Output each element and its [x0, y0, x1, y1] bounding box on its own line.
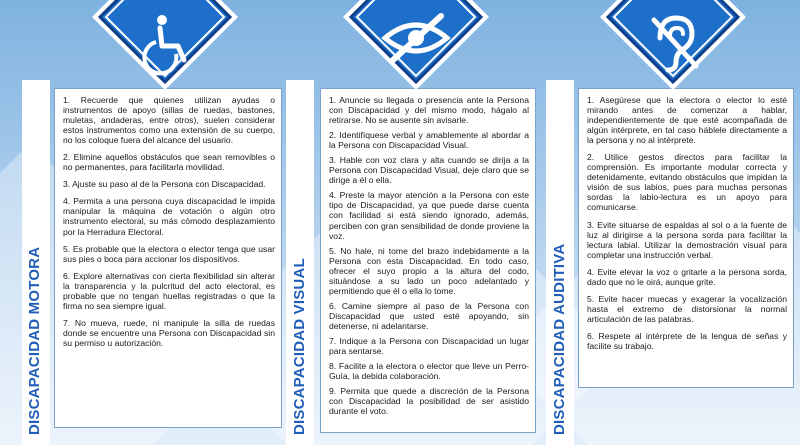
side-band-auditiva: [546, 80, 574, 445]
wheelchair-icon: [90, 0, 240, 92]
text-card-motora: [54, 88, 282, 428]
eye-crossed-icon: [341, 0, 491, 92]
list-item: 3. Hable con voz clara y alta cuando se dirija a la Persona con Discapacidad Visual, deje claro que se dirige a él o ella.: [329, 155, 529, 186]
list-item: 3. Ajuste su paso al de la Persona con Discapacidad.: [63, 179, 266, 190]
text-card-visual: [320, 88, 536, 433]
list-item: 2. Identifíquese verbal y amablemente al abordar a la Persona con Discapacidad Visual.: [329, 130, 529, 151]
list-item: 8. Facilite a la electora o elector que lleve un Perro-Guía, la debida colaboración.: [329, 361, 529, 382]
panel-discapacidad-auditiva: [546, 0, 798, 445]
list-item: 2. Utilice gestos directos para facilitar la comprensión. Es importante modular correcta y detenidamente, evitando obstáculos que impidan la visión de sus labios, pues para muchas personas sordas la labio-lectura es un apoyo para comunicarse.: [587, 152, 787, 213]
side-band-motora: [22, 80, 50, 445]
list-item: 6. Camine siempre al paso de la Persona con Discapacidad que usted esté apoyando, sin detenerse, ni adelantarse.: [329, 300, 529, 331]
list-item: 4. Permita a una persona cuya discapacidad le impida manipular la máquina de votación o algún otro instrumento electoral, su más cómodo desplazamiento por la Herradura Electoral.: [63, 196, 275, 237]
panel-title-auditiva: DISCAPACIDAD AUDITIVA: [551, 243, 568, 435]
list-item: 5. Es probable que la electora o elector tenga que usar sus pies o boca para accionar los dispositivos.: [63, 243, 275, 264]
list-item: 1. Anuncie su llegada o presencia ante la Persona con Discapacidad y del mismo modo, hágalo al retirarse. No se ausente sin avisarle.: [329, 95, 529, 126]
list-item: 4. Evite elevar la voz o gritarle a la persona sorda, dado que no le oirá, aunque grite.: [587, 266, 787, 287]
list-item: 4. Preste la mayor atención a la Persona con este tipo de Discapacidad, ya que puede darse cuenta con facilidad si está siendo ignorado, además, perciben con gran sensibilidad de donde proviene la voz.: [329, 190, 529, 241]
ear-crossed-icon: [598, 0, 748, 92]
list-item: 1. Recuerde que quienes utilizan ayudas o instrumentos de apoyo (sillas de ruedas, bastones, muletas, andaderas, entre otros), suelen considerar estos instrumentos como una extensión de su cuerpo, no los coloque fuera del alcance del usuario.: [63, 95, 275, 146]
list-item: 7. Indique a la Persona con Discapacidad un lugar para sentarse.: [329, 335, 529, 357]
list-item: 5. No hale, ni tome del brazo indebidamente a la Persona con esta Discapacidad. En todo caso, ofrecer el suyo propio a la altura del codo, situándose a su lado un poco adelantado y permitiendo que él o ella lo tome.: [329, 245, 529, 296]
list-item: 1. Asegúrese que la electora o elector lo esté mirando antes de comenzar a hablar, independientemente de que esté acompañada de algún intérprete, en tal caso háblele directamente a la persona y no al intérprete.: [587, 95, 787, 146]
list-item: 9. Permita que quede a discreción de la Persona con Discapacidad la posibilidad de ser asistido durante el voto.: [329, 386, 529, 417]
list-item: 6. Respete al intérprete de la lengua de señas y facilite su trabajo.: [587, 330, 787, 351]
list-item: 7. No mueva, ruede, ni manipule la silla de ruedas donde se encuentre una Persona con Discapacidad sin su permiso u autorización.: [63, 317, 275, 348]
panel-discapacidad-motora: [22, 0, 284, 445]
list-item: 5. Evite hacer muecas y exagerar la vocalización hasta el extremo de distorsionar la normal articulación de las palabras.: [587, 293, 787, 324]
panel-title-visual: DISCAPACIDAD VISUAL: [291, 258, 308, 435]
text-card-auditiva: [578, 88, 794, 388]
side-band-visual: [286, 80, 314, 445]
list-item: 2. Elimine aquellos obstáculos que sean removibles o no permanentes, para facilitarla movilidad.: [63, 152, 275, 173]
panel-title-motora: DISCAPACIDAD MOTORA: [26, 246, 43, 435]
list-item: 3. Evite situarse de espaldas al sol o a la fuente de luz al dirigirse a la persona sorda para facilitar la lectura labial. Utilizar la demostración visual para completar una instrucción verbal.: [587, 219, 787, 260]
panel-discapacidad-visual: [286, 0, 542, 445]
list-item: 6. Explore alternativas con cierta flexibilidad sin alterar la transparencia y la pulcritud del acto electoral, es probable que no tengan huellas registradas o que la firma no sea siempre igual.: [63, 270, 275, 311]
